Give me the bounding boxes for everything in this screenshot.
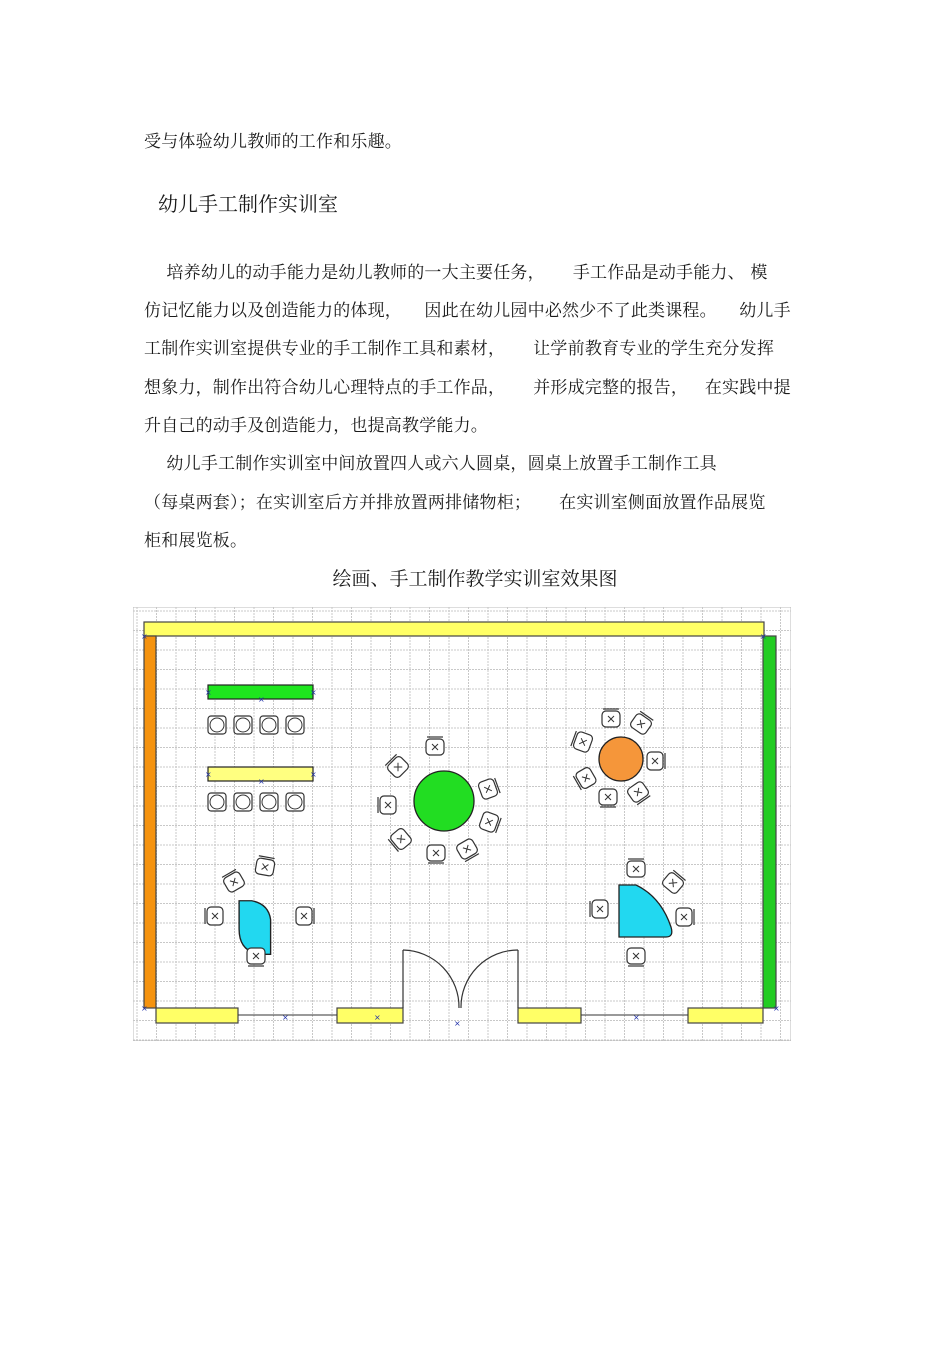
text-line: 工制作实训室提供专业的手工制作工具和素材， 让学前教育专业的学生充分发挥	[144, 339, 775, 359]
quarter-table-cyan-left	[239, 901, 270, 955]
stool	[208, 716, 226, 734]
marker-x: ×	[205, 688, 212, 697]
bottom-wall-segment	[156, 1008, 238, 1023]
marker-x: ×	[633, 1013, 640, 1022]
marker-x: ×	[773, 1004, 780, 1013]
chair	[426, 737, 444, 755]
marker-x: ×	[454, 1019, 461, 1028]
intro-tail-line: 受与体验幼儿教师的工作和乐趣。	[144, 132, 402, 152]
marker-x: ×	[760, 632, 767, 641]
text-line: （每桌两套）；在实训室后方并排放置两排储物柜； 在实训室侧面放置作品展览	[144, 493, 766, 513]
stool	[260, 716, 278, 734]
text-line: 仿记忆能力以及创造能力的体现， 因此在幼儿园中必然少不了此类课程。 幼儿手	[144, 301, 791, 321]
chair	[296, 907, 314, 925]
marker-x: ×	[374, 1013, 381, 1022]
bottom-wall-segment	[337, 1008, 403, 1023]
chair	[205, 907, 223, 925]
stool	[286, 793, 304, 811]
text-line: 想象力，制作出符合幼儿心理特点的手工作品， 并形成完整的报告， 在实践中提	[144, 378, 791, 398]
chair	[627, 948, 645, 966]
bottom-wall-segment	[518, 1008, 581, 1023]
stool	[234, 716, 252, 734]
text-line: 升自己的动手及创造能力，也提高教学能力。	[144, 416, 488, 436]
marker-x: ×	[282, 1013, 289, 1022]
chair	[255, 856, 276, 877]
right-wall	[763, 636, 776, 1008]
marker-x: ×	[258, 695, 265, 704]
chair	[647, 752, 665, 770]
text-line: 培养幼儿的动手能力是幼儿教师的一大主要任务， 手工作品是动手能力、 模	[144, 263, 768, 283]
chair	[676, 908, 694, 926]
chair	[627, 859, 645, 877]
round-table-orange	[599, 737, 643, 781]
section-title-handcraft: 幼儿手工制作实训室	[158, 192, 338, 216]
left-wall	[144, 636, 156, 1008]
text-line: 柜和展览板。	[144, 531, 248, 551]
chair	[378, 796, 396, 814]
stool	[208, 793, 226, 811]
chair	[599, 789, 617, 807]
marker-x: ×	[205, 770, 212, 779]
marker-x: ×	[258, 777, 265, 786]
stool	[286, 716, 304, 734]
figure-caption: 绘画、手工制作教学实训室效果图	[332, 568, 618, 590]
marker-x: ×	[310, 770, 317, 779]
marker-x: ×	[310, 688, 317, 697]
bottom-wall-segment	[688, 1008, 763, 1023]
stool	[234, 793, 252, 811]
chair	[427, 845, 445, 863]
marker-x: ×	[141, 632, 148, 641]
chair	[590, 900, 608, 918]
classroom-floor-plan	[133, 607, 791, 1041]
chair	[247, 948, 265, 966]
text-line: 幼儿手工制作实训室中间放置四人或六人圆桌，圆桌上放置手工制作工具	[144, 454, 717, 474]
chair	[602, 709, 620, 727]
top-wall	[144, 622, 764, 636]
stool	[260, 793, 278, 811]
marker-x: ×	[141, 1004, 148, 1013]
round-table-green	[414, 771, 474, 831]
